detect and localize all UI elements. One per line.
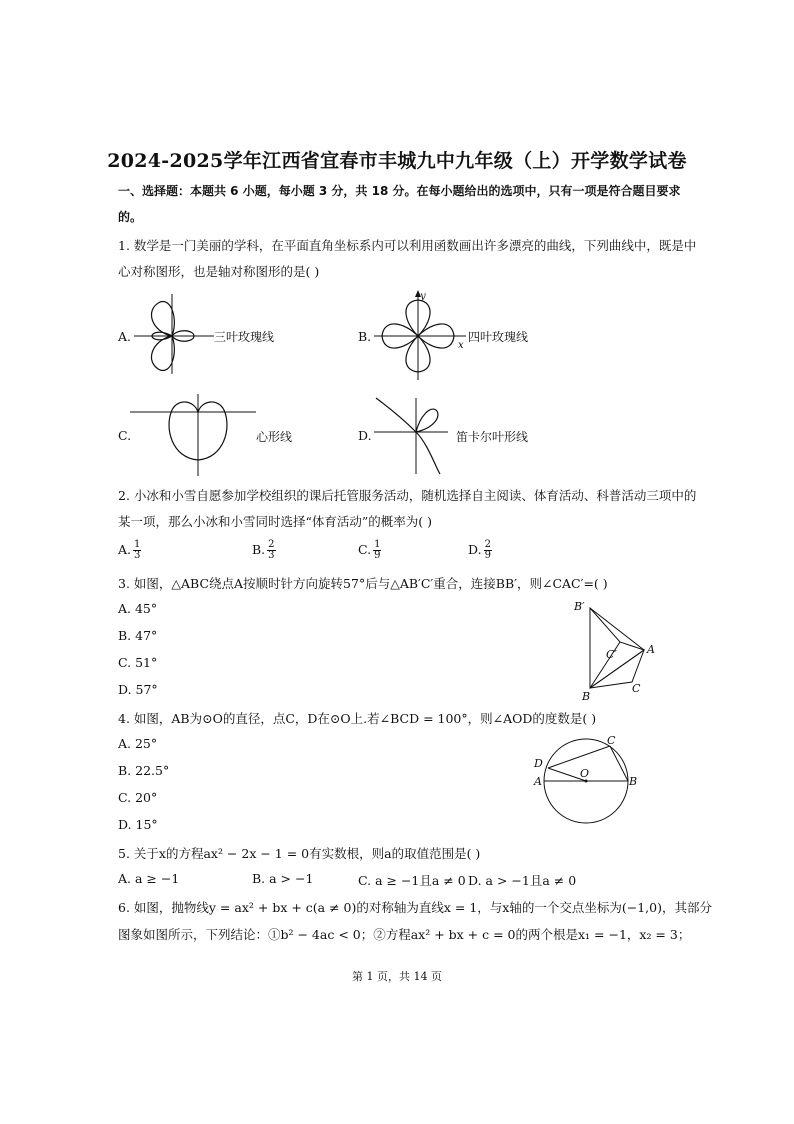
q6-stem: 6. 如图，抛物线y = ax² + bx + c(a ≠ 0)的对称轴为直线x = 1，与x轴的一个交点坐标为(−1,0)，其部分 (118, 900, 712, 915)
fraction-denominator: 3 (268, 550, 275, 561)
q4-option-c[interactable]: C. 20° (118, 790, 158, 805)
q2-option-d-fraction (484, 540, 492, 561)
q2-option-c[interactable] (358, 540, 381, 561)
q2-option-b-letter: B. (252, 542, 266, 557)
folium-of-descartes-figure (372, 394, 452, 476)
four-leaf-rose-figure (372, 288, 472, 382)
fraction-numerator: 2 (484, 539, 491, 550)
fraction-numerator: 2 (268, 539, 275, 550)
point-o-label: O (580, 767, 590, 780)
q2-option-c-letter: C. (358, 542, 372, 557)
point-b-prime-label: B′ (574, 600, 585, 613)
q5-stem: 5. 关于x的方程ax² − 2x − 1 = 0有实数根，则a的取值范围是( ) (118, 846, 481, 861)
fraction-denominator: 9 (484, 550, 491, 561)
q2-stem: 2. 小冰和小雪自愿参加学校组织的课后托管服务活动，随机选择自主阅读、体育活动、科普活动三项中的 (118, 488, 697, 503)
q1-option-c[interactable]: C. (118, 428, 132, 443)
q1-curve-label-c: 心形线 (256, 430, 293, 444)
q4-stem: 4. 如图，AB为⊙O的直径，点C，D在⊙O上.若∠BCD = 100°，则∠AOD的度数是( ) (118, 711, 597, 726)
q4-option-d[interactable]: D. 15° (118, 817, 158, 832)
fraction-numerator: 1 (134, 539, 141, 550)
fraction-denominator: 3 (134, 550, 141, 561)
q1-option-a[interactable]: A. (118, 329, 132, 344)
point-c-label: C (607, 734, 616, 747)
page-title: 2024-2025学年江西省宜春市丰城九中九年级（上）开学数学试卷 (107, 150, 687, 172)
q2-stem-cont: 某一项，那么小冰和小雪同时选择“体育活动”的概率为( ) (118, 514, 433, 529)
q3-option-b[interactable]: B. 47° (118, 628, 158, 643)
q5-option-d[interactable]: D. a > −1且a ≠ 0 (468, 873, 577, 888)
q5-option-b[interactable]: B. a > −1 (252, 871, 314, 886)
section-heading: 一、选择题：本题共 6 小题，每小题 3 分，共 18 分。在每小题给出的选项中，只有一项是符合题目要求 (118, 184, 681, 198)
point-c-prime-label: C′ (606, 648, 617, 661)
y-axis-label: y (420, 291, 426, 302)
q3-option-a[interactable]: A. 45° (118, 601, 158, 616)
point-a-label: A (534, 775, 542, 788)
q5-option-a[interactable]: A. a ≥ −1 (118, 871, 180, 886)
q5-option-c[interactable]: C. a ≥ −1且a ≠ 0 (358, 873, 466, 888)
point-b-label: B (582, 690, 591, 702)
q1-stem: 1. 数学是一门美丽的学科，在平面直角坐标系内可以利用函数画出许多漂亮的曲线，下列曲线中，既是中 (118, 238, 697, 253)
q1-curve-label-a: 三叶玫瑰线 (214, 330, 275, 344)
point-c-label: C (632, 682, 641, 695)
q2-option-d[interactable] (468, 540, 492, 561)
q1-stem-cont: 心对称图形，也是轴对称图形的是( ) (118, 264, 320, 279)
q2-option-a[interactable] (118, 540, 141, 561)
q4-option-b[interactable]: B. 22.5° (118, 763, 170, 778)
x-axis-label: x (458, 340, 464, 351)
section-heading-cont: 的。 (118, 210, 143, 224)
q2-option-b[interactable] (252, 540, 276, 561)
fraction-denominator: 9 (374, 550, 381, 561)
q6-stem-cont: 图象如图所示，下列结论：①b² − 4ac < 0；②方程ax² + bx + c = 0的两个根是x₁ = −1，x₂ = 3； (118, 927, 691, 942)
q3-stem: 3. 如图，△ABC绕点A按顺时针方向旋转57°后与△AB′C′重合，连接BB′，则∠CAC′=( ) (118, 576, 608, 591)
rotated-triangle-figure (570, 596, 666, 702)
q2-option-a-letter: A. (118, 542, 132, 557)
q2-option-a-fraction (133, 540, 141, 561)
fraction-numerator: 1 (374, 539, 381, 550)
q2-option-b-fraction (267, 540, 275, 561)
cardioid-figure (128, 392, 260, 478)
point-b-label: B (629, 775, 638, 788)
q4-option-a[interactable]: A. 25° (118, 736, 158, 751)
q2-option-c-fraction (373, 540, 381, 561)
q1-curve-label-b: 四叶玫瑰线 (468, 330, 529, 344)
q3-option-d[interactable]: D. 57° (118, 682, 158, 697)
q3-option-c[interactable]: C. 51° (118, 655, 158, 670)
q1-option-d[interactable]: D. (358, 428, 372, 443)
page-footer: 第 1 页，共 14 页 (352, 970, 442, 983)
q2-option-d-letter: D. (468, 542, 482, 557)
q1-option-b[interactable]: B. (358, 329, 372, 344)
point-a-label: A (647, 643, 655, 656)
three-leaf-rose-figure (132, 292, 222, 376)
q1-curve-label-d: 笛卡尔叶形线 (456, 430, 529, 444)
circle-diameter-figure (530, 734, 640, 828)
point-d-label: D (534, 757, 543, 770)
